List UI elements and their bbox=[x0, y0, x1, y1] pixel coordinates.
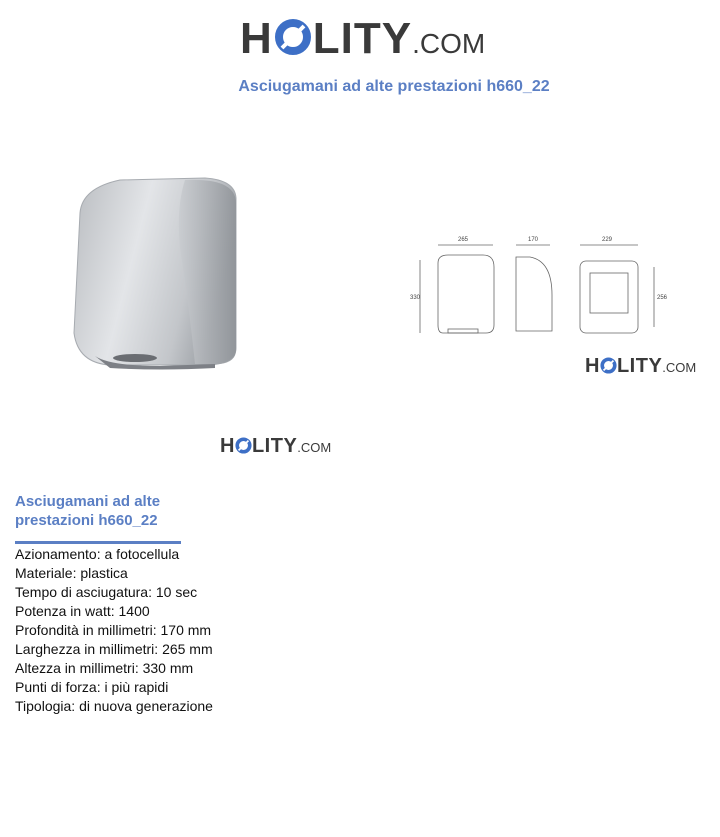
spec-label: Punti di forza bbox=[15, 679, 97, 695]
dimension-drawing bbox=[358, 195, 718, 380]
spec-value: plastica bbox=[80, 565, 128, 581]
logo-ring-icon bbox=[235, 437, 252, 454]
drawing-watermark-logo bbox=[585, 355, 696, 378]
spec-item: Tipologia: di nuova generazione bbox=[15, 698, 213, 714]
spec-item: Punti di forza: i più rapidi bbox=[15, 679, 169, 695]
heading-divider bbox=[15, 541, 181, 544]
dim-front-width: 265 bbox=[458, 237, 469, 243]
spec-label: Larghezza in millimetri bbox=[15, 641, 155, 657]
technical-drawing[interactable] bbox=[358, 195, 718, 380]
logo-letter-h: H bbox=[585, 355, 600, 377]
logo-letters-lity: LITY bbox=[251, 435, 298, 457]
dim-side-depth: 170 bbox=[528, 237, 539, 243]
spec-item: Tempo di asciugatura: 10 sec bbox=[15, 584, 198, 600]
spec-label: Altezza in millimetri bbox=[15, 660, 135, 676]
spec-item: Materiale: plastica bbox=[15, 565, 128, 581]
spec-label: Potenza in watt bbox=[15, 603, 111, 619]
logo-suffix: .COM bbox=[412, 28, 486, 59]
spec-item: Profondità in millimetri: 170 mm bbox=[15, 622, 212, 638]
spec-item: Altezza in millimetri: 330 mm bbox=[15, 660, 194, 676]
spec-label: Azionamento bbox=[15, 546, 97, 562]
page-title: Asciugamani ad alte prestazioni h660_22 bbox=[238, 78, 550, 95]
spec-label: Tempo di asciugatura bbox=[15, 584, 149, 600]
spec-label: Profondità in millimetri bbox=[15, 622, 153, 638]
spec-value: i più rapidi bbox=[104, 679, 169, 695]
spec-value: a fotocellula bbox=[104, 546, 180, 562]
spec-label: Tipologia bbox=[15, 698, 72, 714]
spec-label: Materiale bbox=[15, 565, 73, 581]
logo-suffix: .COM bbox=[662, 360, 697, 375]
logo-letter-h: H bbox=[220, 435, 235, 457]
logo-letters-lity: LITY bbox=[616, 355, 663, 377]
spec-value: di nuova generazione bbox=[79, 698, 213, 714]
dim-height: 330 bbox=[410, 295, 421, 301]
spec-value: 10 sec bbox=[155, 584, 198, 600]
logo-ring-icon bbox=[274, 18, 312, 56]
spec-value: 1400 bbox=[118, 603, 150, 619]
product-heading: Asciugamani ad alte prestazioni h660_22 bbox=[15, 493, 161, 529]
photo-watermark-logo bbox=[220, 435, 331, 458]
spec-value: 170 mm bbox=[160, 622, 212, 638]
spec-item: Larghezza in millimetri: 265 mm bbox=[15, 641, 213, 657]
product-photo[interactable] bbox=[10, 118, 330, 470]
spec-value: 265 mm bbox=[162, 641, 213, 657]
dim-back-height: 256 bbox=[657, 295, 668, 301]
brand-logo[interactable] bbox=[240, 14, 485, 70]
hand-dryer-illustration bbox=[10, 118, 330, 470]
dim-back-width: 229 bbox=[602, 237, 613, 243]
spec-item: Potenza in watt: 1400 bbox=[15, 603, 150, 619]
logo-suffix: .COM bbox=[297, 440, 332, 455]
spec-list bbox=[15, 545, 213, 716]
spec-item: Azionamento: a fotocellula bbox=[15, 546, 180, 562]
logo-letter-h: H bbox=[240, 14, 273, 63]
logo-ring-icon bbox=[600, 357, 617, 374]
logo-letters-lity: LITY bbox=[312, 14, 413, 63]
spec-value: 330 mm bbox=[142, 660, 194, 676]
